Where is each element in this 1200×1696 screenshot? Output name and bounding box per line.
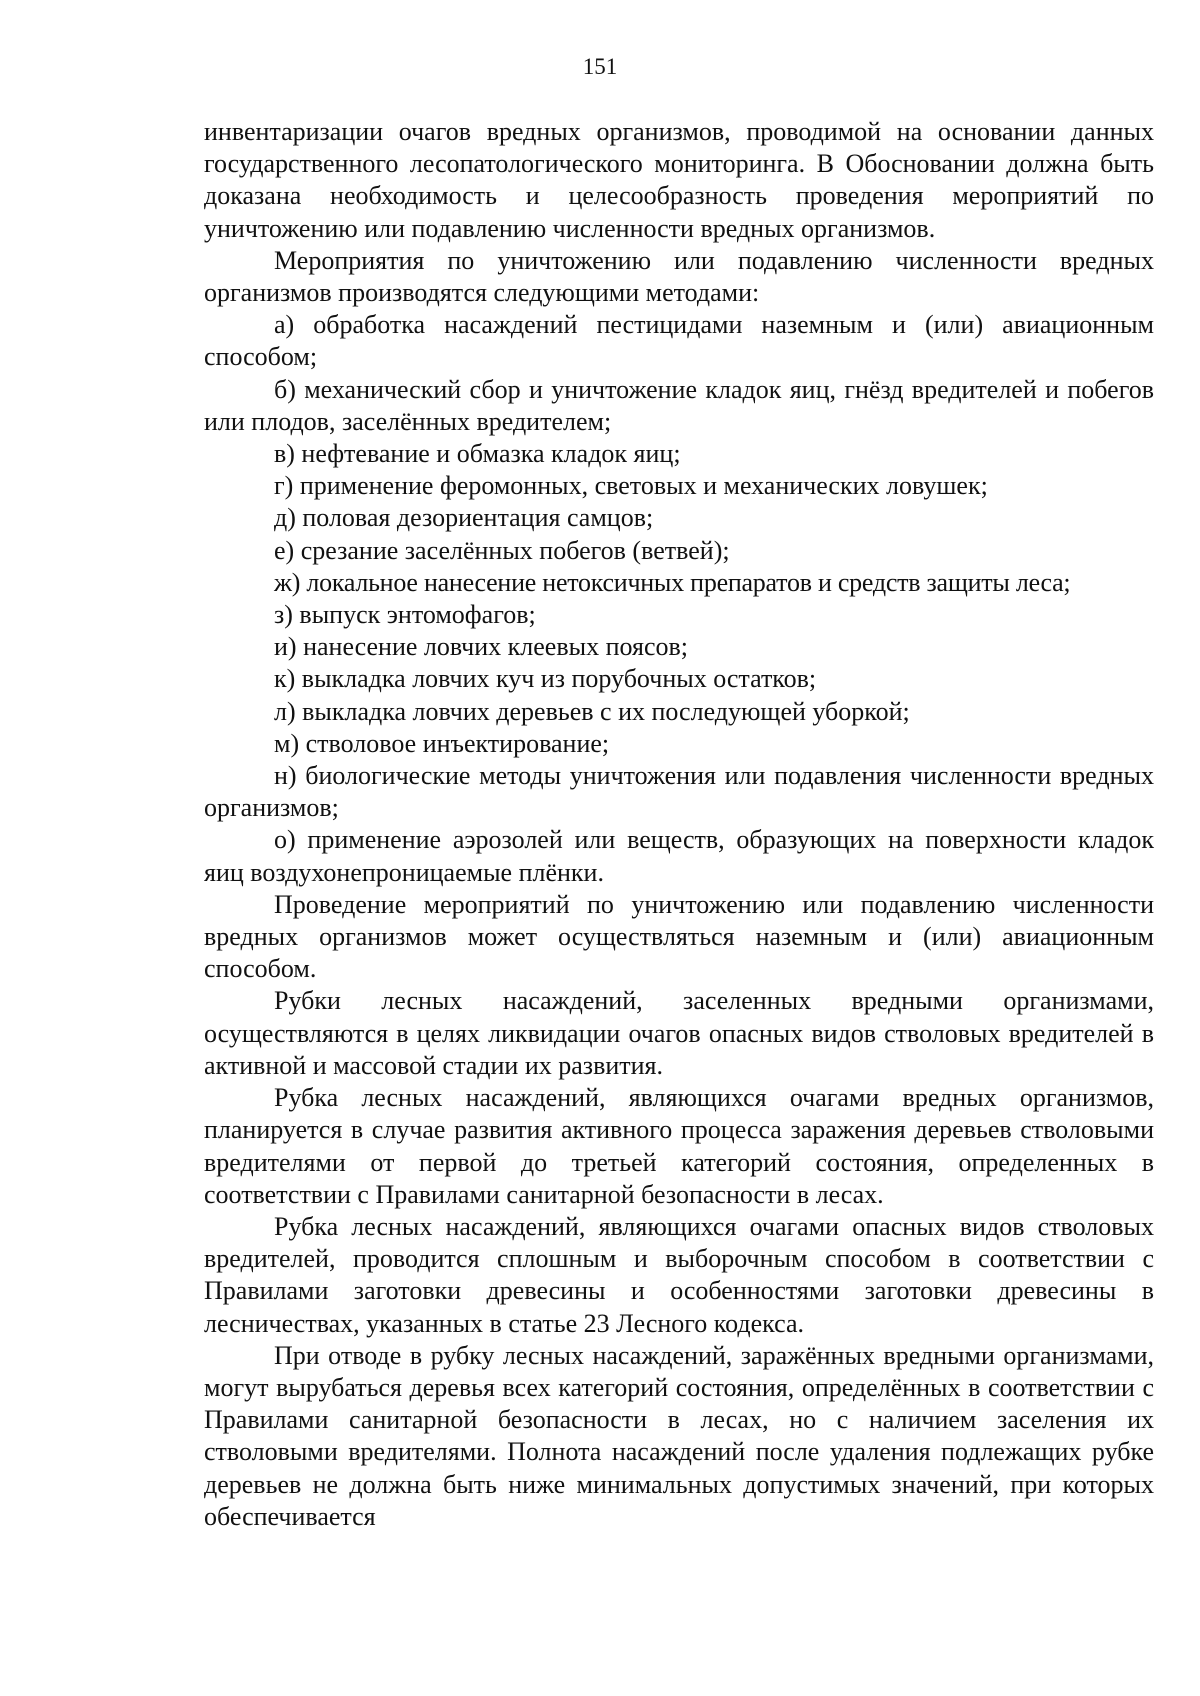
- list-item-o: о) применение аэрозолей или веществ, образующих на поверхности кладок яиц воздухонепроницаемые плёнки.: [204, 825, 1154, 887]
- list-item-l: л) выкладка ловчих деревьев с их последующей уборкой;: [274, 696, 910, 726]
- page-number: 151: [582, 54, 618, 79]
- list-item-v: в) нефтевание и обмазка кладок яиц;: [274, 439, 681, 469]
- list-item-g: г) применение феромонных, световых и механических ловушек;: [274, 471, 988, 501]
- paragraph-conduct: Проведение мероприятий по уничтожению или подавлению численности вредных организмов может осуществляться наземным и (или) авиационным способом.: [204, 889, 1154, 984]
- paragraph-continuation: инвентаризации очагов вредных организмов, проводимой на основании данных государственного лесопатологического мониторинга. В Обосновании должна быть доказана необходимость и целесообразность проведения мероприятий по уничтожению или подавлению численности вредных организмов.: [204, 117, 1154, 243]
- list-item-i: и) нанесение ловчих клеевых поясов;: [274, 632, 688, 662]
- paragraph-methods-intro: Мероприятия по уничтожению или подавлению численности вредных организмов производятся следующими методами:: [204, 245, 1154, 308]
- list-item-zh: ж) локальное нанесение нетоксичных препаратов и средств защиты леса;: [274, 567, 1071, 597]
- list-item-m: м) стволовое инъектирование;: [274, 728, 610, 758]
- paragraph-felling-method: Рубка лесных насаждений, являющихся очагами опасных видов стволовых вредителей, проводится сплошным и выборочным способом в соответствии с Правилами заготовки древесины и особенностями заготовки древесины в лесничествах, указанных в статье 23 Лесного кодекса.: [204, 1211, 1154, 1338]
- list-item-k: к) выкладка ловчих куч из порубочных остатков;: [274, 664, 817, 694]
- list-item-n: н) биологические методы уничтожения или подавления численности вредных организмов;: [204, 761, 1154, 823]
- list-item-a: а) обработка насаждений пестицидами наземным и (или) авиационным способом;: [204, 310, 1154, 372]
- document-body: [204, 116, 1154, 1533]
- list-item-b: б) механический сбор и уничтожение кладок яиц, гнёзд вредителей и побегов или плодов, заселённых вредителем;: [204, 374, 1154, 436]
- list-item-e: е) срезание заселённых побегов (ветвей);: [274, 535, 730, 565]
- paragraph-felling-purpose: Рубки лесных насаждений, заселенных вредными организмами, осуществляются в целях ликвидации очагов опасных видов стволовых вредителей в активной и массовой стадии их развития.: [204, 986, 1154, 1080]
- paragraph-felling-planning: Рубка лесных насаждений, являющихся очагами вредных организмов, планируется в случае развития активного процесса заражения деревьев стволовыми вредителями от первой до третьей категорий состояния, определенных в соответствии с Правилами санитарной безопасности в лесах.: [204, 1083, 1154, 1209]
- list-item-d: д) половая дезориентация самцов;: [274, 503, 654, 533]
- list-item-z: з) выпуск энтомофагов;: [274, 600, 536, 630]
- paragraph-felling-allotment: При отводе в рубку лесных насаждений, заражённых вредными организмами, могут вырубаться деревья всех категорий состояния, определённых в соответствии с Правилами санитарной безопасности в лесах, но с наличием заселения их стволовыми вредителями. Полнота насаждений после удаления подлежащих рубке деревьев не должна быть ниже минимальных допустимых значений, при которых обеспечивается: [204, 1340, 1154, 1531]
